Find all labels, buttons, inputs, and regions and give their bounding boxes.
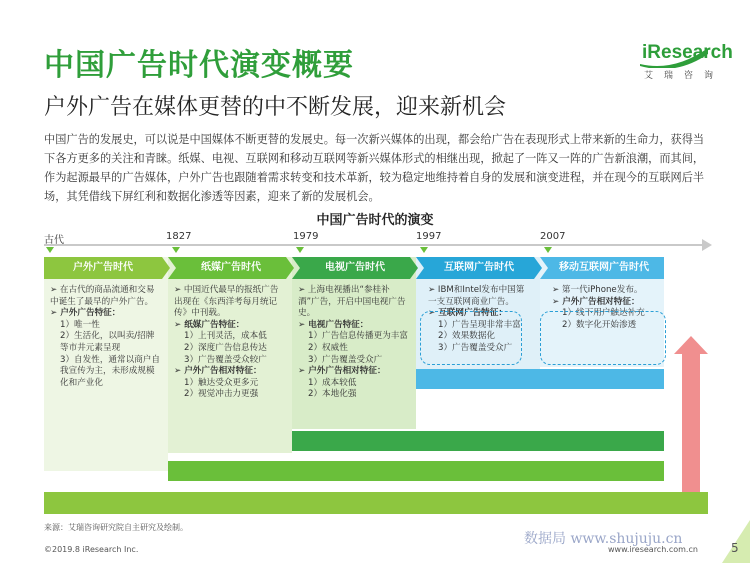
growth-arrow-icon [674,336,708,492]
timeline-marker-icon [296,247,304,253]
era-description-line: 1）上刊灵活，成本低 [184,331,267,342]
page-number: 5 [731,541,739,555]
era-description-tv [298,285,410,401]
era-description-line: 2）权威性 [308,342,348,353]
era-description-line: 2）生活化，以叫卖/招牌等市井元素呈现 [60,331,155,353]
era-header-label: 纸媒广告时代 [201,262,261,273]
era-description-line: ➢ IBM和Intel发布中国第一支互联网商业广告。 [428,285,525,307]
era-description-line: 1）线下用户触达补充 [562,308,645,319]
era-description-line: 3）广告覆盖受众广 [438,342,513,353]
era-header-label: 户外广告时代 [73,262,133,273]
chart-title: 中国广告时代的演变 [316,213,434,228]
copyright: ©2019.8 iResearch Inc. [44,545,139,554]
year-label: 古代 [44,235,64,246]
era-description-line: ➢ 在古代的商品流通和交易中诞生了最早的户外广告。 [50,285,155,307]
era-description-outdoor [50,285,162,389]
internet-features-highlight [420,311,522,365]
timeline-arrow-icon [702,239,712,251]
timeline-marker-icon [420,247,428,253]
era-description-line: ➢ 中国近代最早的报纸广告出现在《东西洋考每月统记传》中刊载。 [174,285,279,319]
era-description-line: 2）效果数据化 [438,331,496,342]
page-subtitle: 户外广告在媒体更替的中不断发展，迎来新机会 [44,95,507,120]
page-title: 中国广告时代演变概要 [44,48,354,83]
era-description-line: 1）广告信息传播更为丰富 [308,331,408,342]
year-label: 1997 [416,231,442,242]
era-description-line: 3）广告覆盖受众广 [308,354,383,365]
iresearch-logo [638,42,733,84]
watermark: 数据局 www.shujuju.cn [524,531,683,547]
era-description-line: 2）视觉冲击力更强 [184,389,259,400]
era-description-line: 1）广告呈现非常丰富 [438,319,521,330]
era-description-line: 3）自发性，通常以商户自我宣传为主，未形成规模化和产业化 [60,354,160,388]
era-description-line: 3）广告覆盖受众较广 [184,354,267,365]
era-description-line: ➢ 第一代iPhone发布。 [552,285,643,295]
era-description-print [174,285,286,401]
era-description-line: ➢ 户外广告相对特征： [298,366,386,377]
mobile-features-highlight [540,311,666,365]
year-label: 2007 [540,231,566,242]
timeline-marker-icon [46,247,54,253]
era-description-line: ➢ 电视广告特征： [298,319,369,330]
year-label: 1827 [166,231,192,242]
era-bar-print [168,461,664,481]
era-description-line: 2）本地化强 [308,389,357,400]
timeline-marker-icon [544,247,552,253]
era-description-line: ➢ 互联网广告特征： [428,308,507,319]
era-bar-tv [292,431,664,451]
source-note: 来源：艾瑞咨询研究院自主研究及绘制。 [44,523,188,532]
era-description-line: ➢ 户外广告相对特征： [552,296,640,307]
era-header-label: 移动互联网广告时代 [559,262,649,273]
era-description-line: ➢ 上海电视播出“参桂补酒”广告，开启中国电视广告史。 [298,285,406,319]
era-description-line: ➢ 户外广告相对特征： [174,366,262,377]
era-description-line: 2）深度广告信息传达 [184,342,267,353]
era-description-line: 2）数字化开始渗透 [562,319,637,330]
era-bar-internet [416,369,664,389]
era-header-label: 互联网广告时代 [444,262,514,273]
intro-paragraph: 中国广告的发展史，可以说是中国媒体不断更替的发展史。每一次新兴媒体的出现，都会给广告在表现形式上带来新的生命力，获得当下各方更多的关注和青睐。纸媒、电视、互联网和移动互联网等新兴媒体形式的相继出现，掀起了一阵又一阵的广告新浪潮，而其间，作为起源最早的广告媒体，户外广告也跟随着需求转变和技术革新，较为稳定地维持着自身的发展和演变进程，并在现今的互联网后半场，其凭借线下屏红利和数据化渗透等因素，迎来了新的发展机会。 [44,133,705,203]
era-bar-outdoor [44,492,708,514]
era-description-line: ➢ 户外广告特征： [50,308,121,319]
era-header-label: 电视广告时代 [325,262,385,273]
year-label: 1979 [293,231,319,242]
era-description-line: 1）唯一性 [60,319,100,330]
timeline-marker-icon [172,247,180,253]
logo-wordmark: iResearch [642,42,733,63]
era-description-line: 1）成本较低 [308,377,357,388]
logo-subtitle: 艾瑞咨询 [644,71,725,81]
era-description-line: ➢ 纸媒广告特征： [174,319,245,330]
website-link[interactable]: www.iresearch.com.cn [608,545,698,554]
timeline-line [44,244,708,246]
era-description-line: 1）触达受众更多元 [184,377,259,388]
